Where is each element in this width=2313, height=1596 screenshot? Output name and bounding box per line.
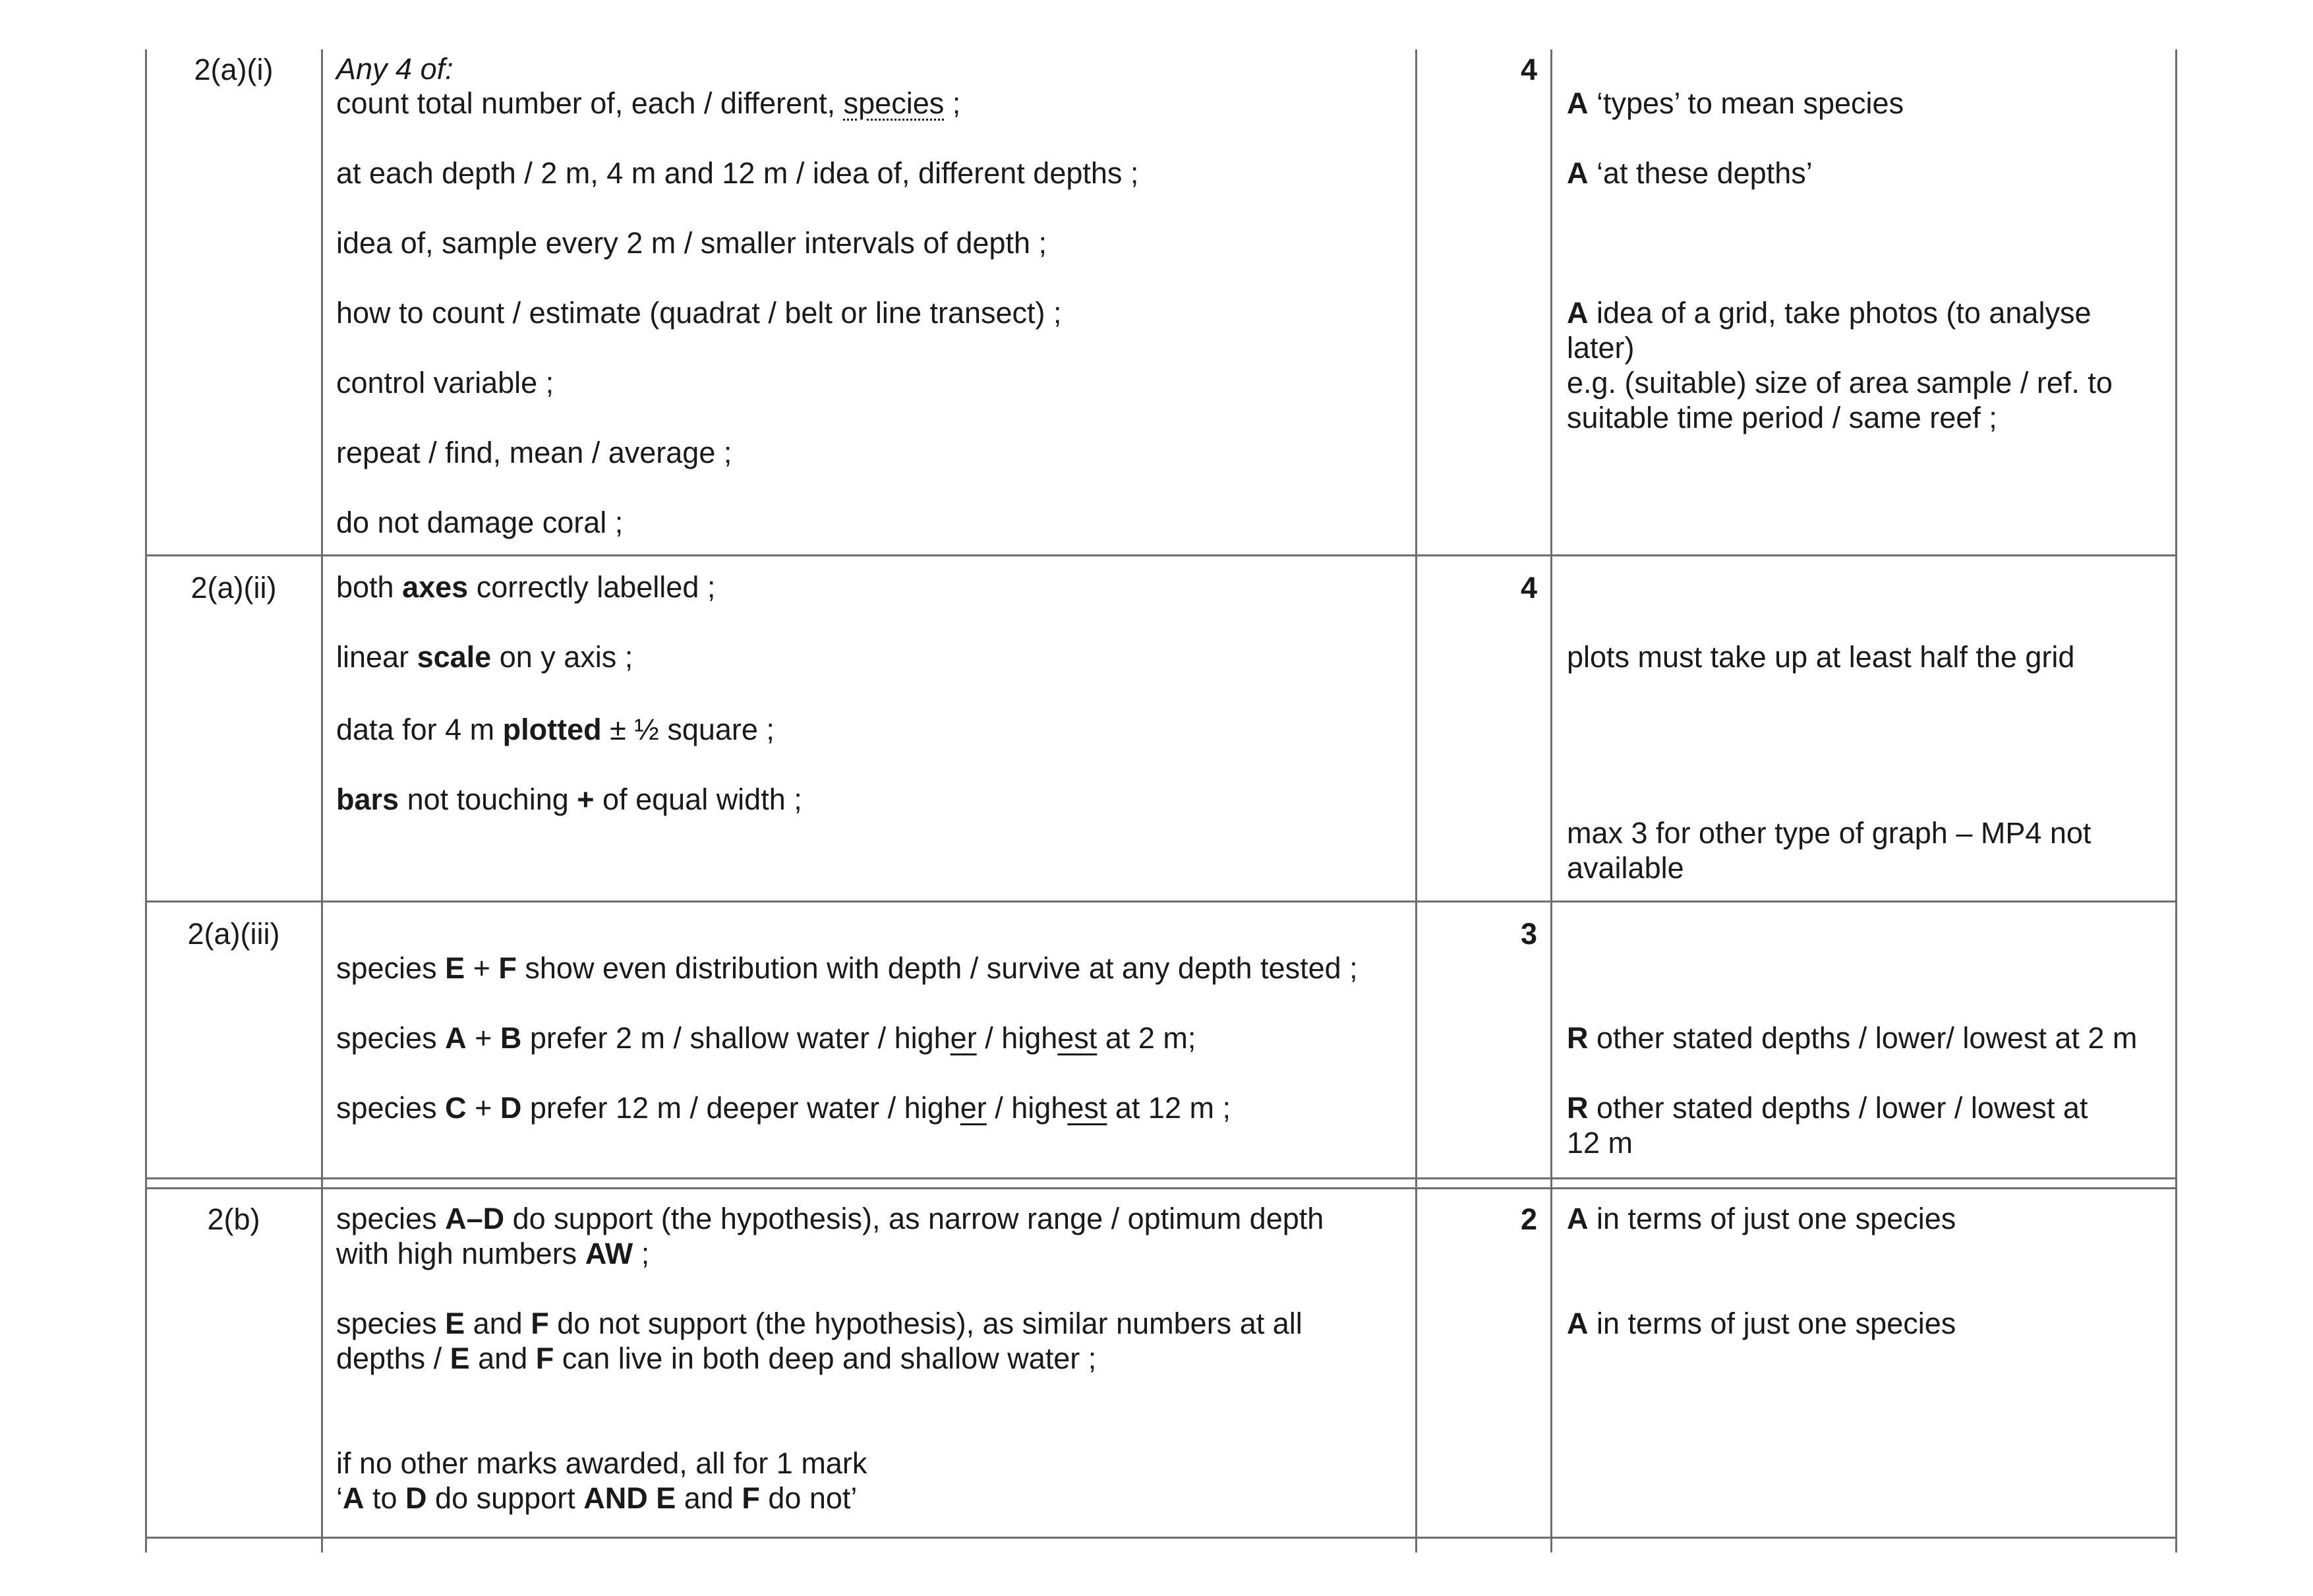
guidance-line: A idea of a grid, take photos (to analyse — [1567, 296, 2092, 330]
answer-line: with high numbers AW ; — [336, 1237, 650, 1270]
answer-line: bars not touching + of equal width ; — [336, 783, 802, 816]
answer-line: linear scale on y axis ; — [336, 640, 633, 674]
answer-line: if no other marks awarded, all for 1 mark — [336, 1446, 867, 1480]
answer-line: species E and F do not support (the hypothesis), as similar numbers at all — [336, 1307, 1303, 1340]
question-number: 2(a)(ii) — [190, 571, 277, 605]
answer-line: species A–D do support (the hypothesis), as narrow range / optimum depth — [336, 1202, 1324, 1235]
row-divider — [145, 1537, 2177, 1539]
col-border-right — [2175, 49, 2177, 1552]
answer-line: species E + F show even distribution with depth / survive at any depth tested ; — [336, 951, 1358, 985]
answer-line: depths / E and F can live in both deep and shallow water ; — [336, 1342, 1097, 1375]
guidance-line: R other stated depths / lower/ lowest at 2 m — [1567, 1021, 2138, 1055]
guidance-line: max 3 for other type of graph – MP4 not — [1567, 816, 2092, 850]
answer-line: both axes correctly labelled ; — [336, 570, 716, 604]
answer-intro: Any 4 of: — [336, 52, 454, 86]
answer-line: ‘A to D do support AND E and F do not’ — [336, 1481, 858, 1515]
answer-line: idea of, sample every 2 m / smaller intervals of depth ; — [336, 226, 1047, 260]
answer-line: at each depth / 2 m, 4 m and 12 m / idea of, different depths ; — [336, 156, 1139, 190]
row-divider — [145, 554, 2177, 556]
answer-line: species A + B prefer 2 m / shallow water / higher / highest at 2 m; — [336, 1021, 1196, 1055]
answer-line: data for 4 m plotted ± ½ square ; — [336, 713, 775, 746]
answer-line: control variable ; — [336, 366, 554, 399]
guidance-line: R other stated depths / lower / lowest at — [1567, 1091, 2088, 1125]
answer-line: species C + D prefer 12 m / deeper water / higher / highest at 12 m ; — [336, 1091, 1231, 1125]
answer-line: repeat / find, mean / average ; — [336, 436, 732, 469]
col-border-marks — [1550, 49, 1552, 1552]
marks-value: 4 — [1520, 53, 1537, 86]
answer-line: count total number of, each / different, species ; — [336, 86, 961, 120]
guidance-line: A ‘types’ to mean species — [1567, 86, 1904, 120]
row-divider — [145, 1177, 2177, 1179]
marks-value: 4 — [1520, 571, 1537, 605]
guidance-line: A ‘at these depths’ — [1567, 156, 1813, 190]
guidance-line: A in terms of just one species — [1567, 1307, 1956, 1340]
question-number: 2(a)(iii) — [187, 917, 280, 951]
col-border-left — [145, 49, 147, 1552]
marks-value: 2 — [1520, 1202, 1537, 1236]
guidance-line: plots must take up at least half the grid — [1567, 640, 2075, 674]
guidance-line: suitable time period / same reef ; — [1567, 401, 1997, 434]
guidance-line: 12 m — [1567, 1126, 1633, 1160]
col-border-answer — [1415, 49, 1417, 1552]
col-border-question — [321, 49, 323, 1552]
row-divider — [145, 901, 2177, 902]
guidance-line: A in terms of just one species — [1567, 1202, 1956, 1235]
question-number: 2(a)(i) — [194, 53, 274, 86]
question-number: 2(b) — [207, 1202, 260, 1236]
answer-line: how to count / estimate (quadrat / belt or line transect) ; — [336, 296, 1062, 330]
guidance-line: e.g. (suitable) size of area sample / ref. to — [1567, 366, 2113, 399]
answer-line: do not damage coral ; — [336, 506, 624, 539]
guidance-line: later) — [1567, 331, 1635, 365]
marks-value: 3 — [1520, 917, 1537, 951]
guidance-line: available — [1567, 851, 1684, 885]
row-divider — [145, 1187, 2177, 1189]
